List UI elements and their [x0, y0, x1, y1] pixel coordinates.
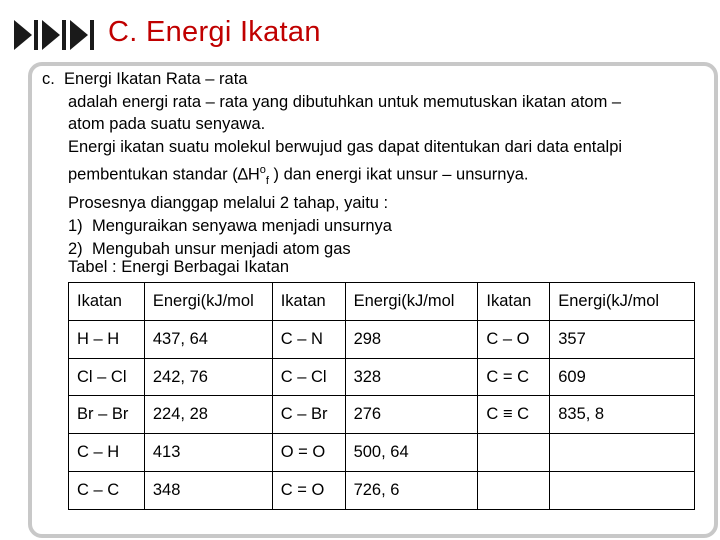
header-cell: Ikatan	[272, 283, 345, 321]
table-cell: 437, 64	[144, 320, 272, 358]
table-cell: O = O	[272, 434, 345, 472]
table-cell: 224, 28	[144, 396, 272, 434]
table-cell: 242, 76	[144, 358, 272, 396]
table-row	[69, 358, 695, 396]
table-cell: 726, 6	[345, 472, 478, 510]
table-cell	[550, 472, 695, 510]
step-item-1	[42, 215, 682, 238]
table-cell: C – C	[69, 472, 145, 510]
table-cell: C – H	[69, 434, 145, 472]
table-cell: H – H	[69, 320, 145, 358]
header-cell: Ikatan	[69, 283, 145, 321]
table-cell: 328	[345, 358, 478, 396]
paragraph-line-4	[42, 159, 682, 193]
step-text: Mengubah unsur menjadi atom gas	[92, 239, 351, 258]
table-title: Tabel : Energi Berbagai Ikatan	[68, 258, 290, 276]
table-cell: 609	[550, 358, 695, 396]
header-cell: Energi(kJ/mol	[550, 283, 695, 321]
table-cell: 357	[550, 320, 695, 358]
table-cell	[478, 434, 550, 472]
heading-marker: c.	[42, 70, 55, 88]
table-cell: C = O	[272, 472, 345, 510]
degree-symbol: o	[259, 163, 266, 176]
paragraph-line-1: adalah energi rata – rata yang dibutuhkan untuk memutuskan ikatan atom –	[68, 92, 622, 111]
table-cell	[478, 472, 550, 510]
table-cell: 276	[345, 396, 478, 434]
paragraph-line-2: atom pada suatu senyawa.	[68, 115, 266, 134]
table-cell: 500, 64	[345, 434, 478, 472]
header-cell: Energi(kJ/mol	[144, 283, 272, 321]
table-cell: Br – Br	[69, 396, 145, 434]
table-cell: C – Br	[272, 396, 345, 434]
header-cell: Energi(kJ/mol	[345, 283, 478, 321]
heading-text: Energi Ikatan Rata – rata	[64, 70, 248, 88]
table-cell: C ≡ C	[478, 396, 550, 434]
table-cell: 298	[345, 320, 478, 358]
table-header-row	[69, 283, 695, 321]
content-body	[42, 68, 682, 260]
table-cell: 413	[144, 434, 272, 472]
bond-energy-table	[68, 282, 695, 510]
table-row	[69, 434, 695, 472]
table-row	[69, 396, 695, 434]
slide-header	[0, 0, 720, 62]
table-cell: C = C	[478, 358, 550, 396]
section-heading	[42, 68, 682, 91]
page-title: C. Energi Ikatan	[108, 16, 321, 48]
process-line: Prosesnya dianggap melalui 2 tahap, yaitu :	[68, 194, 389, 213]
f-subscript: f	[265, 174, 269, 187]
table-cell: 835, 8	[550, 396, 695, 434]
table-cell: 348	[144, 472, 272, 510]
table-cell: C – O	[478, 320, 550, 358]
table-cell: Cl – Cl	[69, 358, 145, 396]
step-text: Menguraikan senyawa menjadi unsurnya	[92, 217, 392, 236]
triple-arrow-icon	[14, 20, 94, 50]
delta-symbol: ∆	[237, 165, 248, 184]
paragraph-line-3: Energi ikatan suatu molekul berwujud gas dapat ditentukan dari data entalpi	[68, 138, 623, 157]
table-cell: C – N	[272, 320, 345, 358]
h-symbol: H	[247, 165, 260, 184]
step-number: 2)	[68, 239, 83, 258]
table-cell: C – Cl	[272, 358, 345, 396]
header-cell: Ikatan	[478, 283, 550, 321]
table-row	[69, 472, 695, 510]
step-number: 1)	[68, 217, 83, 236]
formation-suffix: ) dan energi ikat unsur – unsurnya.	[268, 165, 529, 184]
formation-prefix: pembentukan standar (	[68, 165, 238, 184]
table-cell	[550, 434, 695, 472]
table-row	[69, 320, 695, 358]
